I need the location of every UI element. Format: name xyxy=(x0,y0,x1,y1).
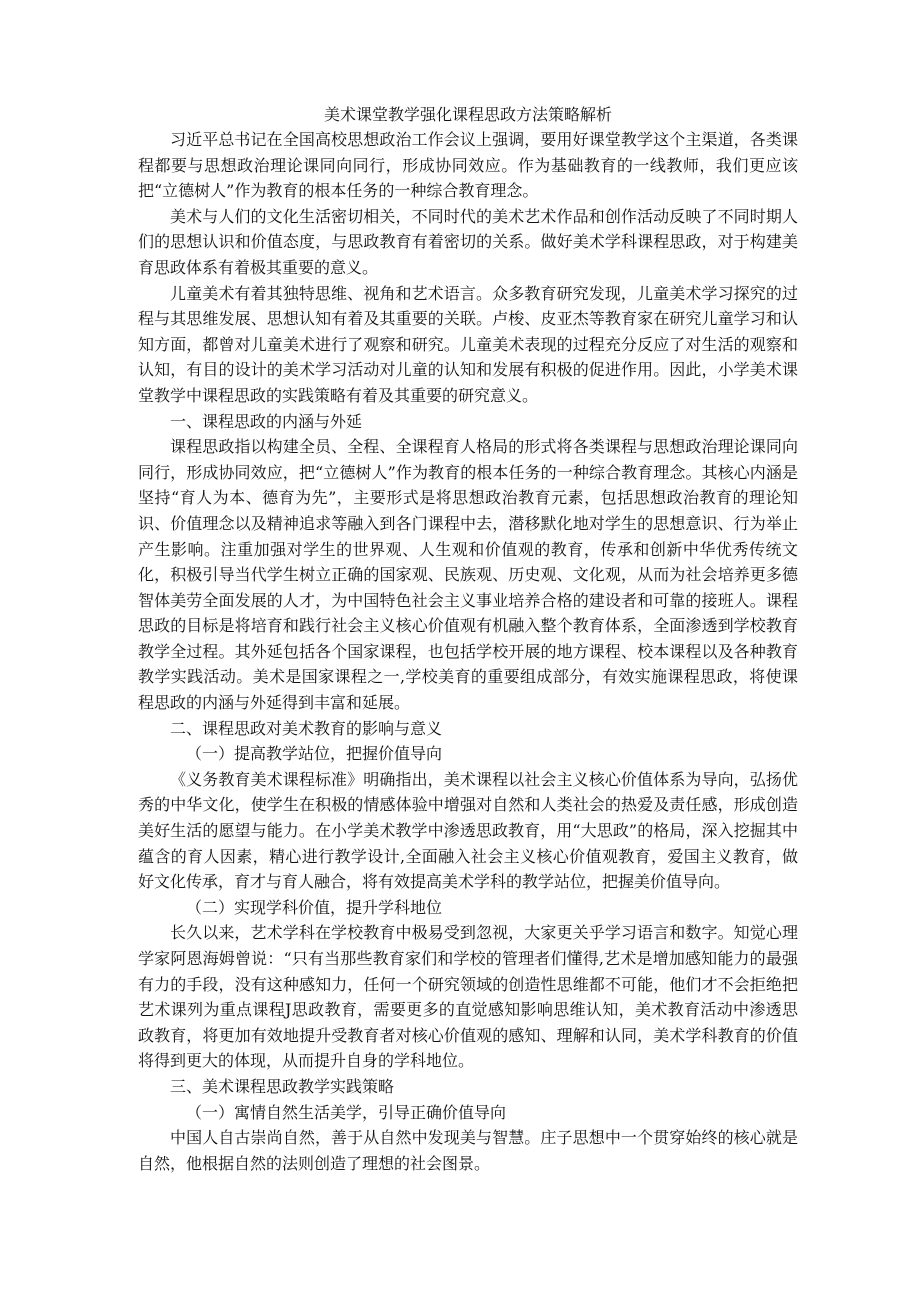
intro-paragraph-1: 习近平总书记在全国高校思想政治工作会议上强调，要用好课堂教学这个主渠道，各类课程都要与思想政治理论课同向同行，形成协同效应。作为基础教育的一线教师，我们更应该把“立德树人”作为教育的根本任务的一种综合教育理念。 xyxy=(138,130,798,201)
section-1-heading: 一、课程思政的内涵与外延 xyxy=(170,411,363,431)
section-2-sub-2-heading: （二）实现学科价值，提升学科地位 xyxy=(186,897,443,917)
section-3-heading: 三、美术课程思政教学实践策略 xyxy=(170,1076,395,1096)
section-2-sub-1-heading: （一）提高教学站位，把握价值导向 xyxy=(186,744,443,764)
section-3-sub-1-paragraph: 中国人自古崇尚自然，善于从自然中发现美与智慧。庄子思想中一个贯穿始终的核心就是自然，他根据自然的法则创造了理想的社会图景。 xyxy=(138,1128,798,1173)
intro-paragraph-3: 儿童美术有着其独特思维、视角和艺术语言。众多教育研究发现，儿童美术学习探究的过程与其思维发展、思想认知有着及其重要的关联。卢梭、皮亚杰等教育家在研究儿童学习和认知方面，都曾对儿童美术进行了观察和研究。儿童美术表现的过程充分反应了对生活的观察和认知，有目的设计的美术学习活动对儿童的认知和发展有积极的促进作用。因此，小学美术课堂教学中课程思政的实践策略有着及其重要的研究意义。 xyxy=(138,283,798,405)
section-2-heading: 二、课程思政对美术教育的影响与意义 xyxy=(170,718,443,738)
document-title: 美术课堂教学强化课程思政方法策略解析 xyxy=(323,105,612,124)
section-2-sub-2-paragraph: 长久以来，艺术学科在学校教育中极易受到忽视，大家更关乎学习语言和数字。知觉心理学家阿恩海姆曾说：“只有当那些教育家们和学校的管理者们懂得,艺术是增加感知能力的最强有力的手段，没有这种感知力，任何一个研究领域的创造性思维都不可能，他们才不会拒绝把艺术课列为重点课程J思政教育，需要更多的直觉感知影响思维认知，美术教育活动中渗透思政教育，将更加有效地提升受教育者对核心价值观的感知、理解和认同，美术学科教育的价值将得到更大的体现，从而提升自身的学科地位。 xyxy=(138,923,798,1071)
section-1-paragraph: 课程思政指以构建全员、全程、全课程育人格局的形式将各类课程与思想政治理论课同向同行，形成协同效应，把“立德树人”作为教育的根本任务的一种综合教育理念。其核心内涵是坚持“育人为本、德育为先”，主要形式是将思想政治教育元素，包括思想政治教育的理论知识、价值理念以及精神追求等融入到各门课程中去，潜移默化地对学生的思想意识、行为举止产生影响。注重加强对学生的世界观、人生观和价值观的教育，传承和创新中华优秀传统文化，积极引导当代学生树立正确的国家观、民族观、历史观、文化观，从而为社会培养更多德智体美劳全面发展的人才，为中国特色社会主义事业培养合格的建设者和可靠的接班人。课程思政的目标是将培育和践行社会主义核心价值观有机融入整个教育体系，全面渗透到学校教育教学全过程。其外延包括各个国家课程，也包括学校开展的地方课程、校本课程以及各种教育教学实践活动。美术是国家课程之一,学校美育的重要组成部分，有效实施课程思政，将使课程思政的内涵与外延得到丰富和延展。 xyxy=(138,437,798,713)
section-2-sub-1-paragraph: 《义务教育美术课程标准》明确指出，美术课程以社会主义核心价值体系为导向，弘扬优秀的中华文化，使学生在积极的情感体验中增强对自然和人类社会的热爱及责任感，形成创造美好生活的愿望与能力。在小学美术教学中渗透思政教育，用“大思政”的格局，深入挖掘其中蕴含的育人因素，精心进行教学设计,全面融入社会主义核心价值观教育，爱国主义教育，做好文化传承，育才与育人融合，将有效提高美术学科的教学站位，把握美价值导向。 xyxy=(138,769,798,892)
intro-paragraph-2: 美术与人们的文化生活密切相关，不同时代的美术艺术作品和创作活动反映了不同时期人们的思想认识和价值态度，与思政教育有着密切的关系。做好美术学科课程思政，对于构建美育思政体系有着极其重要的意义。 xyxy=(138,206,798,277)
section-3-sub-1-heading: （一）寓情自然生活美学，引导正确价值导向 xyxy=(186,1102,507,1122)
document-page xyxy=(138,103,798,1176)
